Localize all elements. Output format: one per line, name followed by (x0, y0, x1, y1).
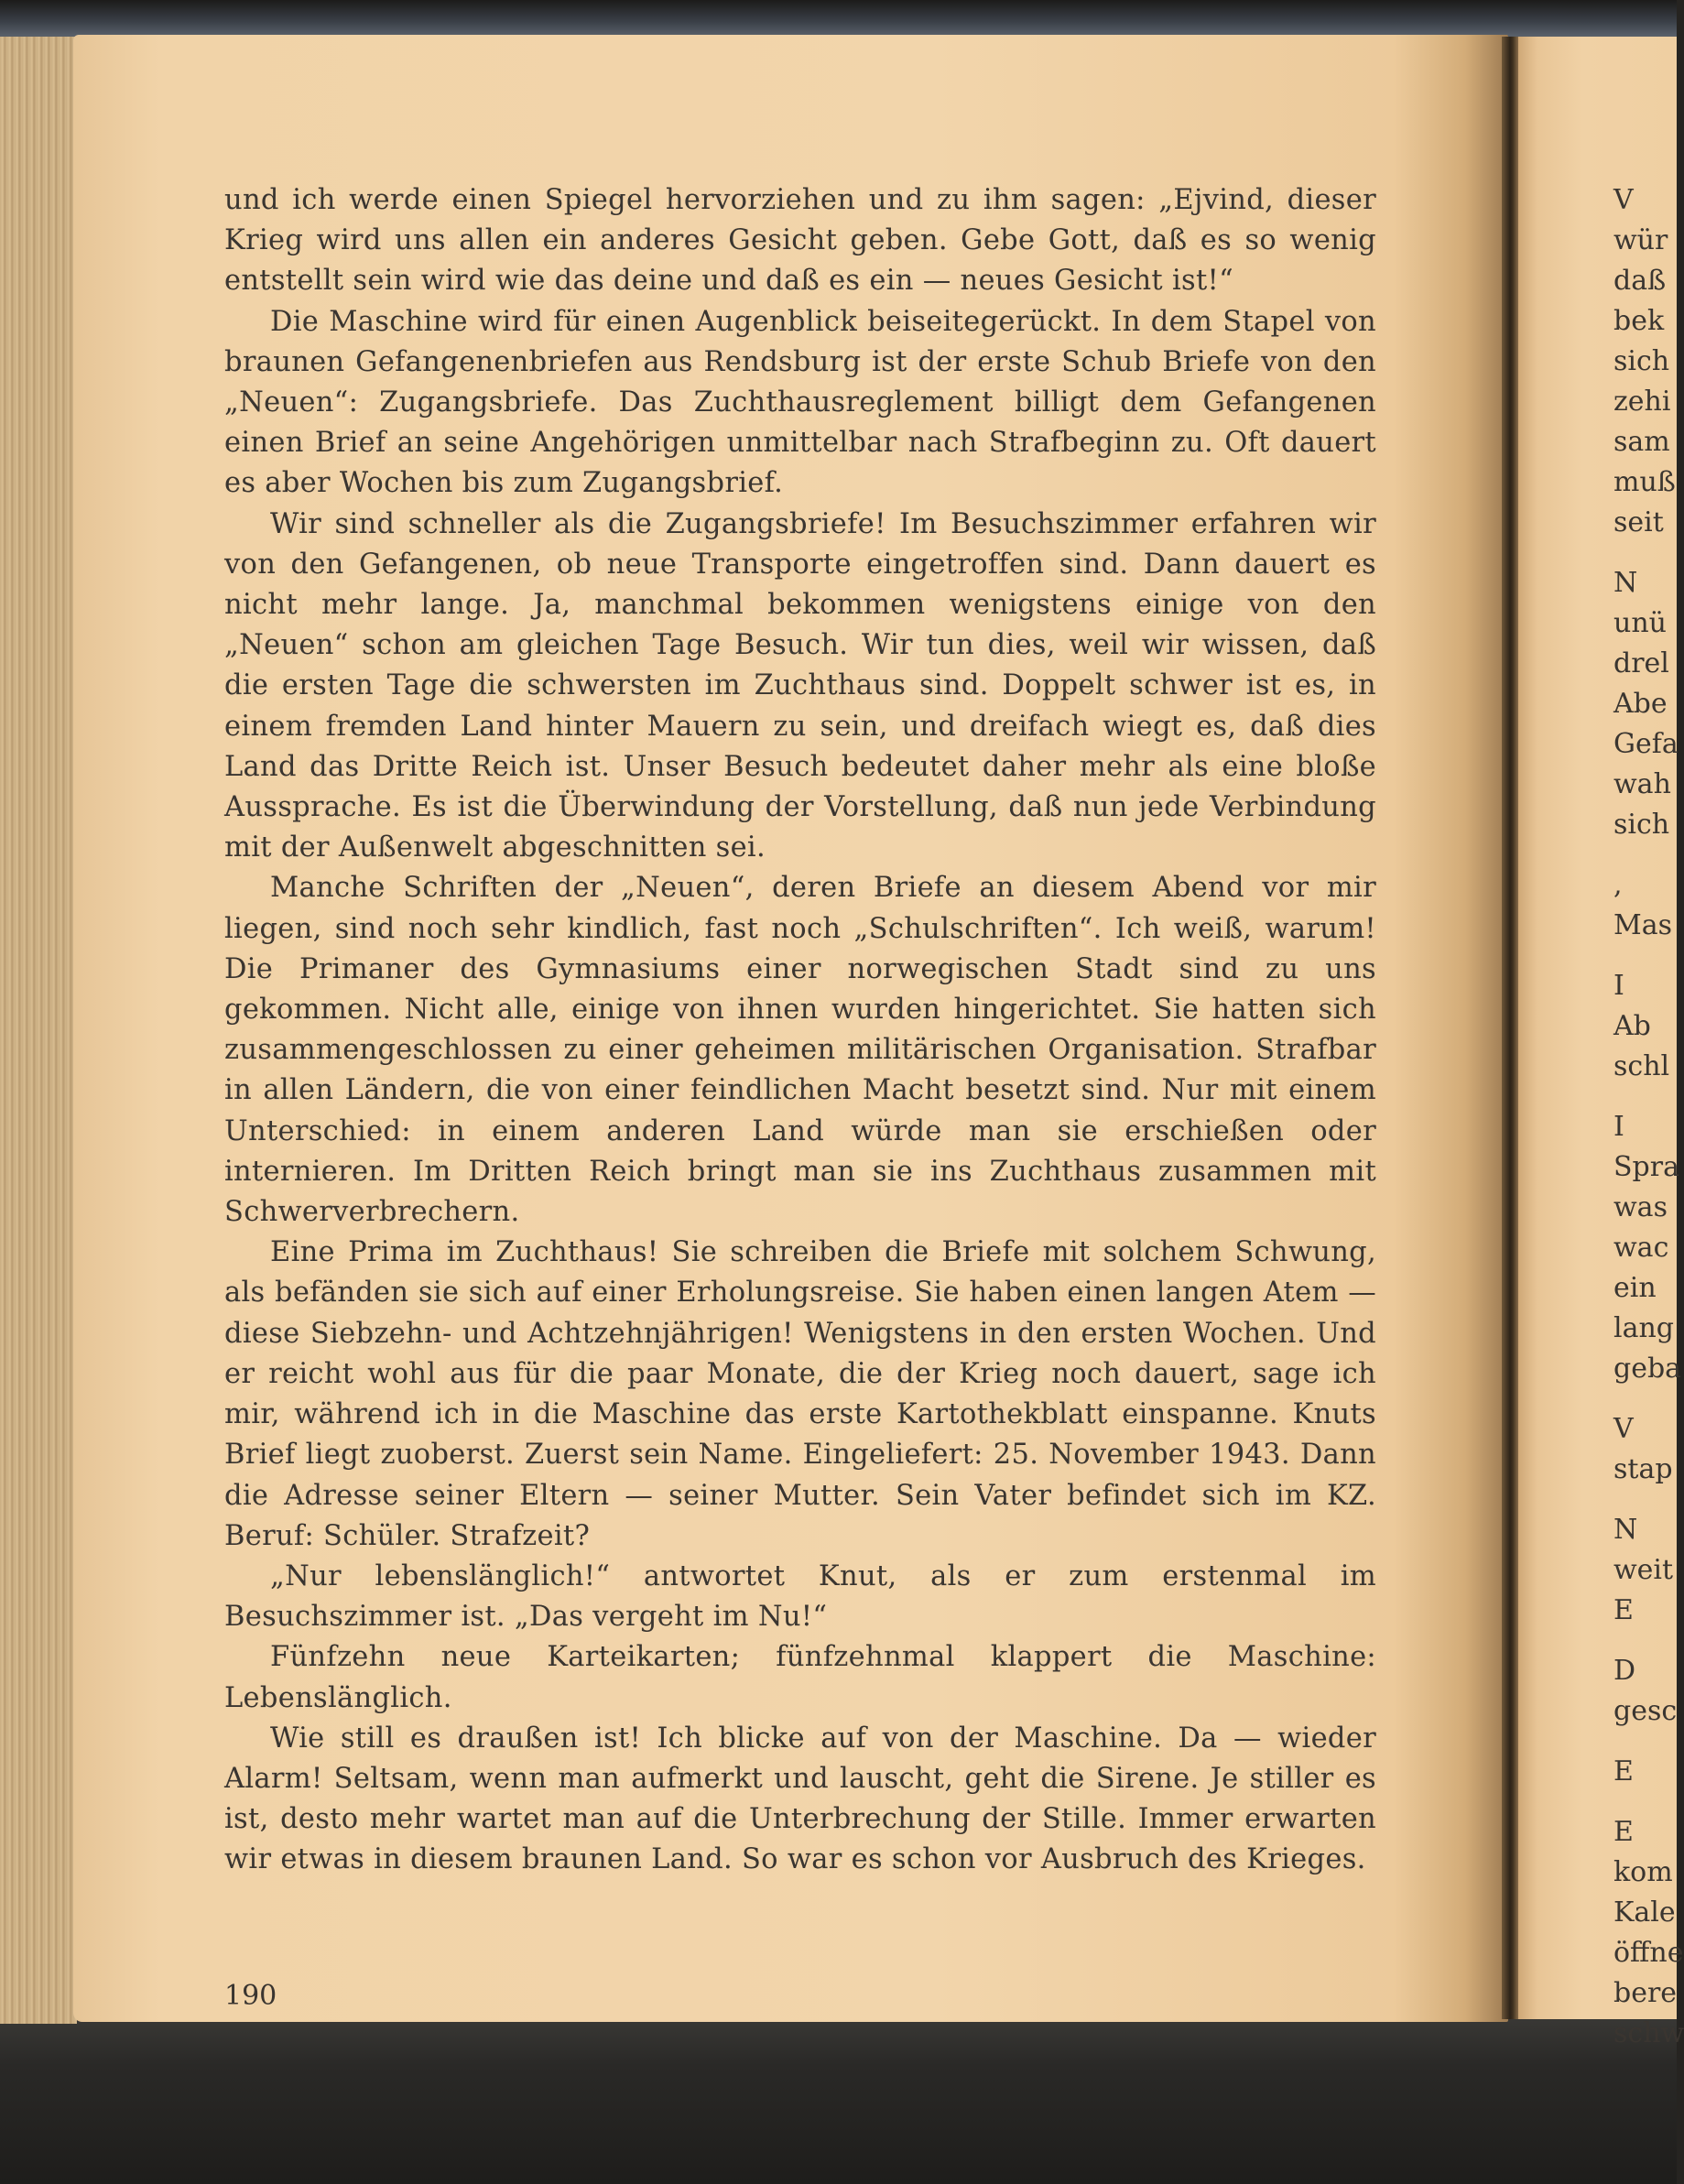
paragraph: Manche Schriften der „Neuen“, deren Briefe an diesem Abend vor mir liegen, sind noch sehr kindlich, fast noch „Schulschriften“. Ich weiß, warum! Die Primaner des Gymnasiums einer norwegischen Stadt sind zu uns gekommen. Nicht alle, einige von ihnen wurden hingerichtet. Sie hatten sich zusammengeschlossen zu einer geheimen militärischen Organisation. Strafbar in allen Ländern, die von einer feindlichen Macht besetzt sind. Nur mit einem Unterschied: in einem anderen Land würde man sie erschießen oder internieren. Im Dritten Reich bringt man sie ins Zuchthaus zusammen mit Schwerverbrechern. (224, 872, 1376, 1229)
book-bottom-edge (0, 2015, 1677, 2184)
line-fragment: bek (1613, 305, 1665, 337)
line-fragment: Kale (1613, 1896, 1676, 1929)
paragraph: Fünfzehn neue Karteikarten; fünfzehnmal klappert die Maschine: Lebenslänglich. (224, 1641, 1376, 1714)
line-gap (1613, 946, 1684, 966)
left-page-text (224, 180, 1376, 1881)
line-fragment: sich (1613, 345, 1670, 377)
page-number: 190 (224, 1980, 277, 2012)
line-fragment: I (1613, 1111, 1624, 1143)
line-fragment: D (1613, 1655, 1636, 1687)
line-fragment: V (1613, 184, 1634, 216)
line-fragment: seit (1613, 506, 1664, 538)
line-fragment: Ab (1613, 1010, 1651, 1042)
line-fragment: Spra (1613, 1151, 1679, 1183)
line-fragment: I (1613, 970, 1624, 1002)
line-fragment: gesc (1613, 1695, 1678, 1727)
page-stack-edge (0, 37, 77, 2024)
line-gap (1613, 1631, 1684, 1651)
line-fragment: , (1613, 869, 1623, 901)
line-fragment: bere (1613, 1977, 1678, 2009)
right-page-text (1613, 180, 1684, 2054)
line-fragment: lang (1613, 1312, 1675, 1344)
line-fragment: wür (1613, 224, 1668, 256)
line-gap (1613, 1087, 1684, 1107)
line-fragment: weit (1613, 1554, 1674, 1586)
line-fragment: Gefa (1613, 728, 1679, 760)
line-gap (1613, 1732, 1684, 1752)
paragraph: Die Maschine wird für einen Augenblick beiseitegerückt. In dem Stapel von braunen Gefangenenbriefen aus Rendsburg ist der erste Schub Briefe von den „Neuen“: Zugangsbriefe. Das Zuchthausreglement billigt dem Gefangenen einen Brief an seine Angehörigen unmittelbar nach Strafbeginn zu. Oft dauert es aber Wochen bis zum Zugangsbrief. (224, 305, 1376, 500)
paragraph: Eine Prima im Zuchthaus! Sie schreiben die Briefe mit solchem Schwung, als befänden sie sich auf einer Erholungsreise. Sie haben einen langen Atem — diese Siebzehn- und Achtzehnjährigen! Wenigstens in den ersten Wochen. Und er reicht wohl aus für die paar Monate, die der Krieg noch dauert, sage ich mir, während ich in die Maschine das erste Kartothekblatt einspanne. Knuts Brief liegt zuoberst. Zuerst sein Name. Eingeliefert: 25. November 1943. Dann die Adresse seiner Eltern — seiner Mutter. Sein Vater befindet sich im KZ. Beruf: Schüler. Strafzeit? (224, 1236, 1376, 1552)
line-fragment: stap (1613, 1453, 1673, 1485)
line-fragment: E (1613, 1594, 1634, 1626)
line-fragment: unü (1613, 607, 1667, 639)
line-gap (1613, 543, 1684, 563)
paragraph: „Nur lebenslänglich!“ antwortet Knut, als er zum erstenmal im Besuchszimmer ist. „Das vergeht im Nu!“ (224, 1559, 1376, 1634)
line-fragment: geba (1613, 1353, 1682, 1385)
book-gutter (1502, 37, 1520, 2019)
line-fragment: E (1613, 1816, 1634, 1848)
line-fragment: V (1613, 1413, 1634, 1445)
paragraph: Wir sind schneller als die Zugangsbriefe! Im Besuchszimmer erfahren wir von den Gefangenen, ob neue Transporte eingetroffen sind. Dann dauert es nicht mehr lange. Ja, manchmal bekommen wenigstens einige von den „Neuen“ schon am gleichen Tage Besuch. Wir tun dies, weil wir wissen, daß die ersten Tage die schwersten im Zuchthaus sind. Doppelt schwer ist es, in einem fremden Land hinter Mauern zu sein, und dreifach wiegt es, daß dies Land das Dritte Reich ist. Unser Besuch bedeutet daher mehr als eine bloße Aussprache. Es ist die Überwindung der Vorstellung, daß nun jede Verbindung mit der Außenwelt abgeschnitten sei. (224, 507, 1376, 864)
line-fragment: N (1613, 1514, 1638, 1546)
line-fragment: wac (1613, 1232, 1669, 1264)
line-fragment: was (1613, 1191, 1668, 1223)
paragraph: Wie still es draußen ist! Ich blicke auf von der Maschine. Da — wieder Alarm! Seltsam, wenn man aufmerkt und lauscht, geht die Sirene. Je stiller es ist, desto mehr wartet man auf die Unterbrechung der Stille. Immer erwarten wir etwas in diesem braunen Land. So war es schon vor Ausbruch des Krieges. (224, 1722, 1376, 1876)
line-fragment: schl (1613, 1050, 1670, 1082)
paragraph: und ich werde einen Spiegel hervorziehen und zu ihm sagen: „Ejvind, dieser Krieg wird uns allen ein anderes Gesicht geben. Gebe Gott, daß es so wenig entstellt sein wird wie das deine und daß es ein — neues Gesicht ist!“ (224, 184, 1376, 298)
line-gap (1613, 1389, 1684, 1409)
line-fragment: Mas (1613, 909, 1672, 941)
line-fragment: wah (1613, 768, 1671, 800)
line-gap (1613, 1490, 1684, 1510)
line-gap (1613, 845, 1684, 865)
line-fragment: daß (1613, 265, 1667, 297)
line-fragment: Abe (1613, 688, 1668, 720)
line-fragment: schw (1613, 2017, 1684, 2049)
line-fragment: N (1613, 567, 1638, 599)
line-fragment: sich (1613, 809, 1670, 841)
line-fragment: zehi (1613, 386, 1671, 418)
line-fragment: kom (1613, 1856, 1673, 1888)
line-fragment: ein (1613, 1272, 1657, 1304)
line-gap (1613, 1792, 1684, 1812)
line-fragment: E (1613, 1755, 1634, 1787)
line-fragment: öffne (1613, 1937, 1684, 1969)
line-fragment: muß (1613, 466, 1676, 498)
line-fragment: drel (1613, 647, 1669, 679)
line-fragment: sam (1613, 426, 1670, 458)
